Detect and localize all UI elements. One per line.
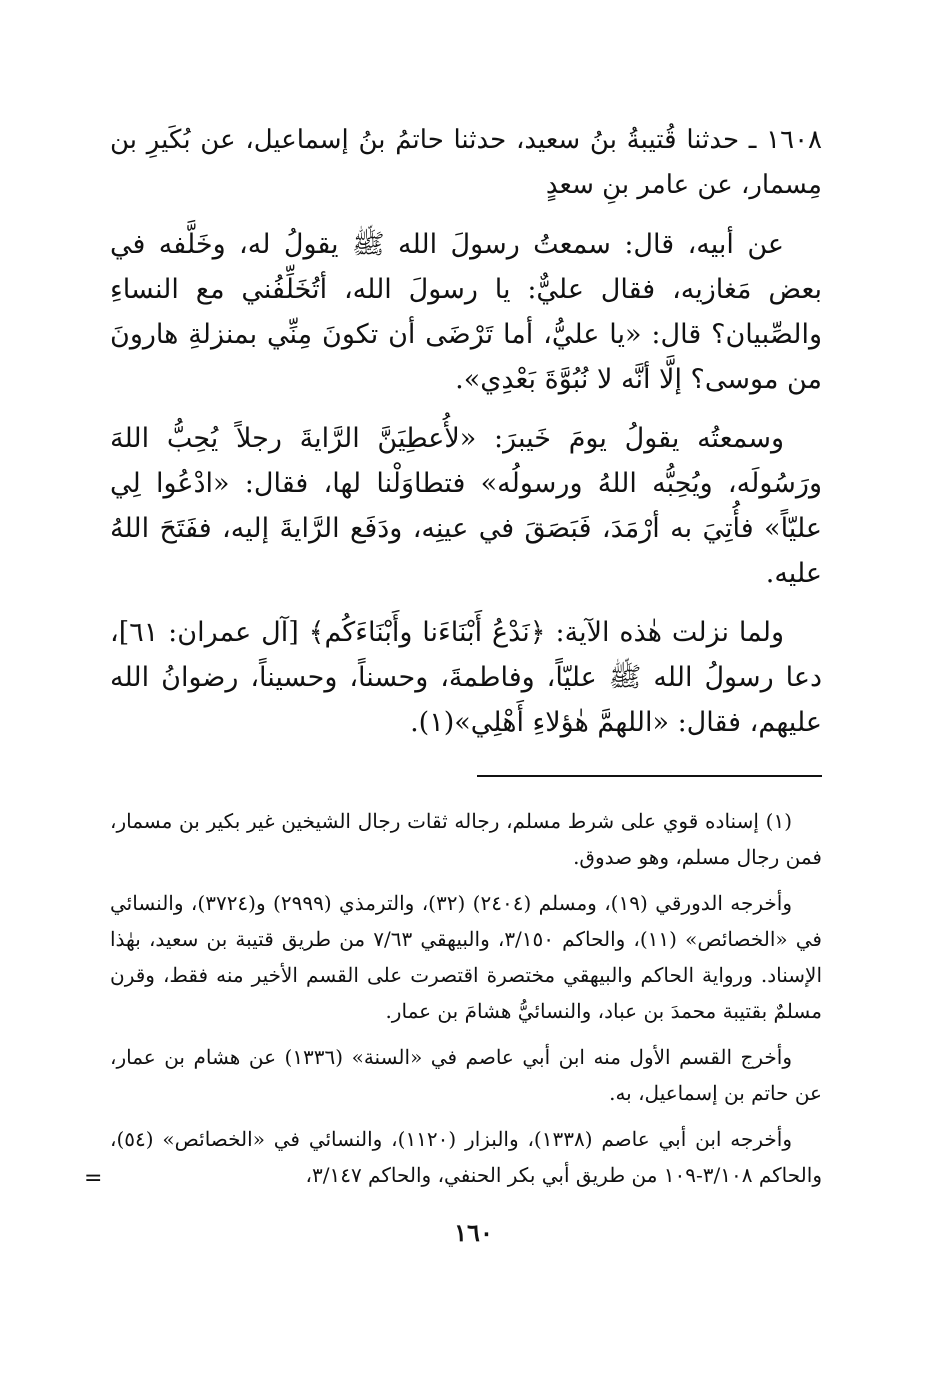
footnote-separator (477, 775, 822, 777)
hadith-paragraph-1: عن أبيه، قال: سمعتُ رسولَ الله ﷺ يقولُ له، وخَلَّفه في بعض مَغازيه، فقال عليٌّ: يا رسولَ الله، أتُخَلِّفُني مع النساءِ والصِّبيان؟ قال: «يا عليُّ، أما تَرْضَى أن تكونَ مِنِّي بمنزلةِ هارونَ من موسى؟ إلَّا أنَّه لا نُبُوَّةَ بَعْدِي». (110, 229, 822, 395)
continuation-mark: = (84, 1166, 103, 1191)
page-content (110, 118, 822, 1203)
footnotes (110, 803, 822, 1193)
hadith-paragraph-3: ولما نزلت هٰذه الآية: ﴿نَدْعُ أَبْنَاءَنا وأَبْنَاءَكُم﴾ [آل عمران: ٦١]، دعا رسولُ الله ﷺ عليّاً، وفاطمةَ، وحسناً، وحسيناً، رضوانُ الله عليهم، فقال: «اللهمَّ هٰؤلاءِ أَهْلِي»(١). (110, 617, 822, 738)
footnote-2: وأخرجه الدورقي (١٩)، ومسلم (٢٤٠٤) (٣٢)، والترمذي (٢٩٩٩) و(٣٧٢٤)، والنسائي في «الخصائص» (١١)، والحاكم ٣/١٥٠، والبيهقي ٧/٦٣ من طريق قتيبة بن سعيد، بهٰذا الإسناد. ورواية الحاكم والبيهقي مختصرة اقتصرت على القسم الأخير منه فقط، وقرن مسلمٌ بقتيبة محمدَ بن عباد، والنسائيُّ هشامَ بن عمار. (110, 891, 822, 1023)
page-number: ١٦٠ (454, 1218, 493, 1247)
footnote-4: وأخرجه ابن أبي عاصم (١٣٣٨)، والبزار (١١٢٠)، والنسائي في «الخصائص» (٥٤)، والحاكم ٣/١٠٨-١٠٩ من طريق أبي بكر الحنفي، والحاكم ٣/١٤٧، (110, 1127, 822, 1187)
hadith-header: ١٦٠٨ ـ حدثنا قُتيبةُ بنُ سعيد، حدثنا حاتمُ بنُ إسماعيل، عن بُكَيرِ بن مِسمار، عن عامر بنِ سعدٍ (110, 125, 822, 200)
footnote-3: وأخرج القسم الأول منه ابن أبي عاصم في «السنة» (١٣٣٦) عن هشام بن عمار، عن حاتم بن إسماعيل، به. (110, 1045, 822, 1105)
hadith-paragraph-2: وسمعتُه يقولُ يومَ خَيبرَ: «لأُعطِيَنَّ الرَّايةَ رجلاً يُحِبُّ اللهَ ورَسُولَه، ويُحِبُّه اللهُ ورسولُه» فتطاوَلْنا لها، فقال: «ادْعُوا لِي عليّاً» فأُتِيَ به أرْمَدَ، فَبَصَقَ في عينِه، ودَفَع الرَّايةَ إليه، ففَتَحَ اللهُ عليه. (110, 423, 822, 589)
main-text (110, 118, 822, 745)
footnote-1: (١) إسناده قوي على شرط مسلم، رجاله ثقات رجال الشيخين غير بكير بن مسمار، فمن رجال مسلم، وهو صدوق. (110, 809, 822, 869)
